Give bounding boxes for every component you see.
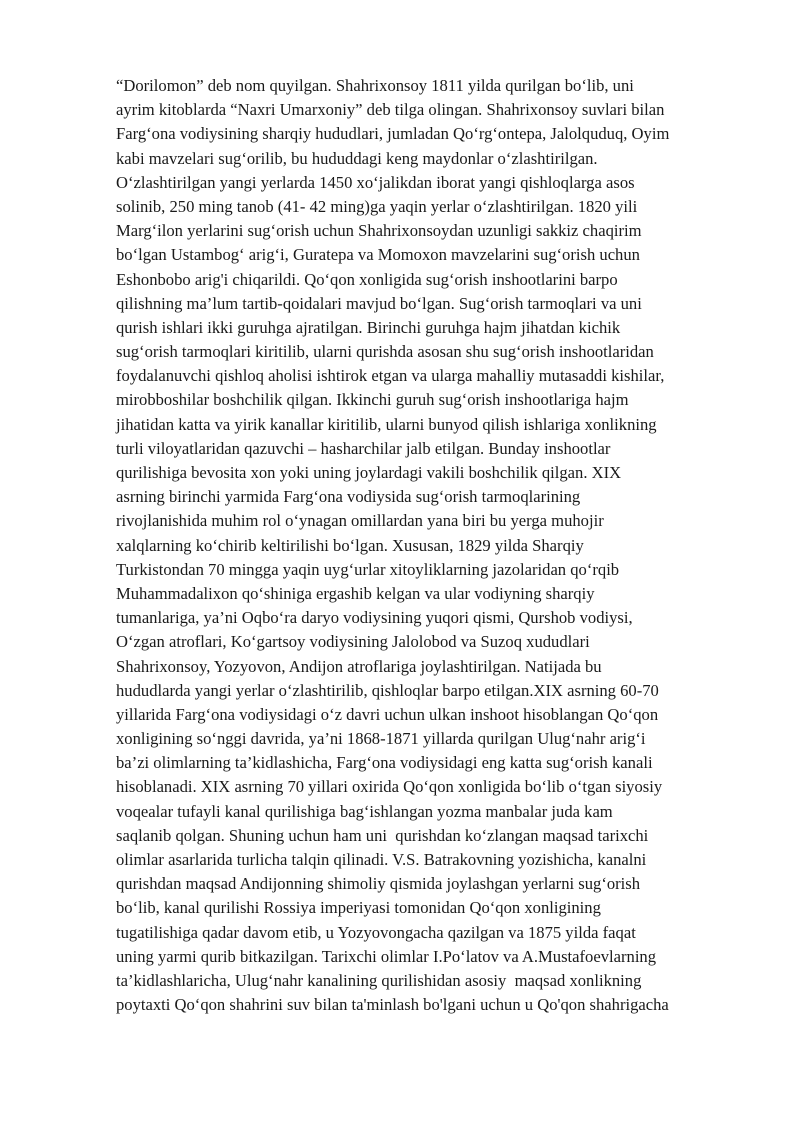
text-line: turli viloyatlaridan qazuvchi – hasharchilar jalb etilgan. Bunday inshootlar	[116, 438, 611, 458]
text-line: rivojlanishida muhim rol o‘ynagan omillardan yana biri bu yerga muhojir	[116, 511, 604, 531]
text-line: ta’kidlashlaricha, Ulug‘nahr kanalining qurilishidan asosiy maqsad xonlikning	[116, 970, 642, 990]
text-line: hududlarda yangi yerlar o‘zlashtirilib, qishloqlar barpo etilgan.XIX asrning 60-70	[116, 680, 659, 700]
text-line: tumanlariga, ya’ni Oqbo‘ra daryo vodiysining yuqori qismi, Qurshob vodiysi,	[116, 608, 633, 628]
text-line: saqlanib qolgan. Shuning uchun ham uni qurishdan ko‘zlangan maqsad tarixchi	[116, 825, 649, 845]
text-line: xalqlarning ko‘chirib keltirilishi bo‘lgan. Xususan, 1829 yilda Sharqiy	[116, 535, 584, 555]
text-line: sug‘orish tarmoqlari kiritilib, ularni qurishda asosan shu sug‘orish inshootlaridan	[116, 342, 654, 362]
text-line: poytaxti Qo‘qon shahrini suv bilan ta'minlash bo'lgani uchun u Qo'qon shahrigacha	[116, 995, 669, 1015]
text-line: Shahrixonsoy, Yozyovon, Andijon atroflariga joylashtirilgan. Natijada bu	[116, 656, 602, 676]
text-line: Muhammadalixon qo‘shiniga ergashib kelgan va ular vodiyning sharqiy	[116, 583, 595, 603]
text-line: solinib, 250 ming tanob (41- 42 ming)ga yaqin yerlar o‘zlashtirilgan. 1820 yili	[116, 196, 638, 216]
text-line: qurish ishlari ikki guruhga ajratilgan. Birinchi guruhga hajm jihatdan kichik	[116, 317, 621, 337]
text-line: O‘zlashtirilgan yangi yerlarda 1450 xo‘jalikdan iborat yangi qishloqlarga asos	[116, 172, 635, 192]
text-line: xonligining so‘nggi davrida, ya’ni 1868-1871 yillarda qurilgan Ulug‘nahr arig‘i	[116, 729, 646, 749]
text-line: jihatidan katta va yirik kanallar kiritilib, ularni bunyod qilish ishlariga xonlikning	[116, 414, 657, 434]
text-line: kabi mavzelari sug‘orilib, bu hududdagi keng maydonlar o‘zlashtirilgan.	[116, 148, 598, 168]
text-line: voqealar tufayli kanal qurilishiga bag‘ishlangan yozma manbalar juda kam	[116, 801, 613, 821]
text-line: Eshonbobo arig'i chiqarildi. Qo‘qon xonligida sug‘orish inshootlarini barpo	[116, 269, 618, 289]
text-line: Marg‘ilon yerlarini sug‘orish uchun Shahrixonsoydan uzunligi sakkiz chaqirim	[116, 221, 642, 241]
text-line: qilishning ma’lum tartib-qoidalari mavjud bo‘lgan. Sug‘orish tarmoqlari va uni	[116, 293, 642, 313]
body-text	[116, 74, 756, 1017]
text-line: bo‘lgan Ustambog‘ arig‘i, Guratepa va Momoxon mavzelarini sug‘orish uchun	[116, 245, 640, 265]
text-line: yillarida Farg‘ona vodiysidagi o‘z davri uchun ulkan inshoot hisoblangan Qo‘qon	[116, 704, 659, 724]
text-line: hisoblanadi. XIX asrning 70 yillari oxirida Qo‘qon xonligida bo‘lib o‘tgan siyosiy	[116, 777, 663, 797]
text-line: mirobboshilar boshchilik qilgan. Ikkinchi guruh sug‘orish inshootlariga hajm	[116, 390, 629, 410]
text-line: O‘zgan atroflari, Ko‘gartsoy vodiysining Jalolobod va Suzoq xududlari	[116, 632, 590, 652]
text-line: Turkistondan 70 mingga yaqin uyg‘urlar xitoyliklarning jazolaridan qo‘rqib	[116, 559, 620, 579]
text-line: Farg‘ona vodiysining sharqiy hududlari, jumladan Qo‘rg‘ontepa, Jalolquduq, Oyim	[116, 124, 670, 144]
text-line: tugatilishiga qadar davom etib, u Yozyovongacha qazilgan va 1875 yilda faqat	[116, 922, 636, 942]
text-line: olimlar asarlarida turlicha talqin qilinadi. V.S. Batrakovning yozishicha, kanalni	[116, 850, 647, 869]
text-line: ba’zi olimlarning ta’kidlashicha, Farg‘ona vodiysidagi eng katta sug‘orish kanali	[116, 753, 653, 773]
text-line: asrning birinchi yarmida Farg‘ona vodiysida sug‘orish tarmoqlarining	[116, 487, 581, 507]
text-line: foydalanuvchi qishloq aholisi ishtirok etgan va ularga mahalliy mutasaddi kishilar,	[116, 366, 665, 386]
text-line: qurishdan maqsad Andijonning shimoliy qismida joylashgan yerlarni sug‘orish	[116, 874, 641, 894]
text-line: uning yarmi qurib bitkazilgan. Tarixchi olimlar I.Po‘latov va A.Mustafoevlarning	[116, 946, 657, 966]
text-line: ayrim kitoblarda “Naxri Umarxoniy” deb tilga olingan. Shahrixonsoy suvlari bilan	[116, 100, 665, 120]
text-line: qurilishiga bevosita xon yoki uning joylardagi vakili boshchilik qilgan. XIX	[116, 463, 622, 482]
text-line: “Dorilomon” deb nom quyilgan. Shahrixonsoy 1811 yilda qurilgan bo‘lib, uni	[116, 76, 634, 95]
text-line: bo‘lib, kanal qurilishi Rossiya imperiyasi tomonidan Qo‘qon xonligining	[116, 898, 601, 918]
